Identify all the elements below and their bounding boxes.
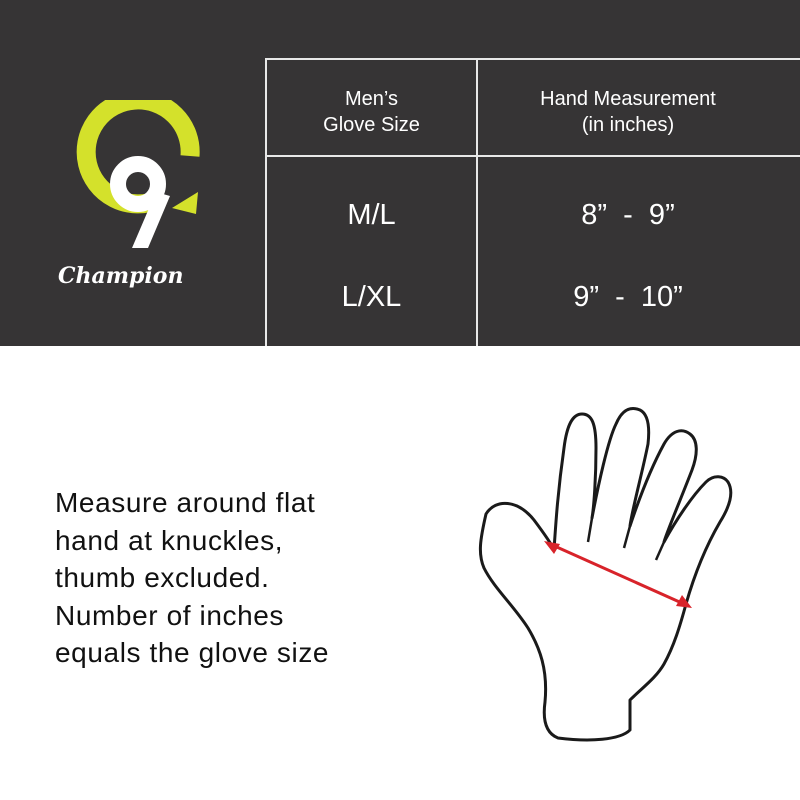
header-hand-measurement-line1: Hand Measurement <box>540 88 716 110</box>
instruction-line: Number of inches <box>55 599 285 631</box>
instruction-line: Measure around flat <box>55 487 316 518</box>
row-1-measurement: 8” - 9” <box>581 199 675 231</box>
header-hand-measurement <box>478 86 778 138</box>
measuring-instructions <box>55 484 435 672</box>
c9-champion-logo <box>40 100 230 300</box>
header-hand-measurement-line2: (in inches) <box>581 114 675 136</box>
row-1-size: M/L <box>347 199 396 231</box>
champion-wordmark: Champion <box>58 263 184 289</box>
size-chart-panel <box>0 0 800 346</box>
hand-outline-path <box>480 409 730 740</box>
row-2-measurement: 9” - 10” <box>573 281 683 313</box>
header-glove-size-line2: Glove Size <box>323 114 420 136</box>
instruction-line: equals the glove size <box>55 637 330 668</box>
row-2-size: L/XL <box>341 281 402 313</box>
header-glove-size <box>267 86 476 138</box>
instruction-line: hand at knuckles, <box>55 524 284 556</box>
hand-outline-icon <box>470 400 770 780</box>
instruction-line: thumb excluded. <box>55 562 270 593</box>
size-table <box>265 58 800 346</box>
header-glove-size-line1: Men’s <box>345 88 398 110</box>
row-divider <box>267 155 800 157</box>
